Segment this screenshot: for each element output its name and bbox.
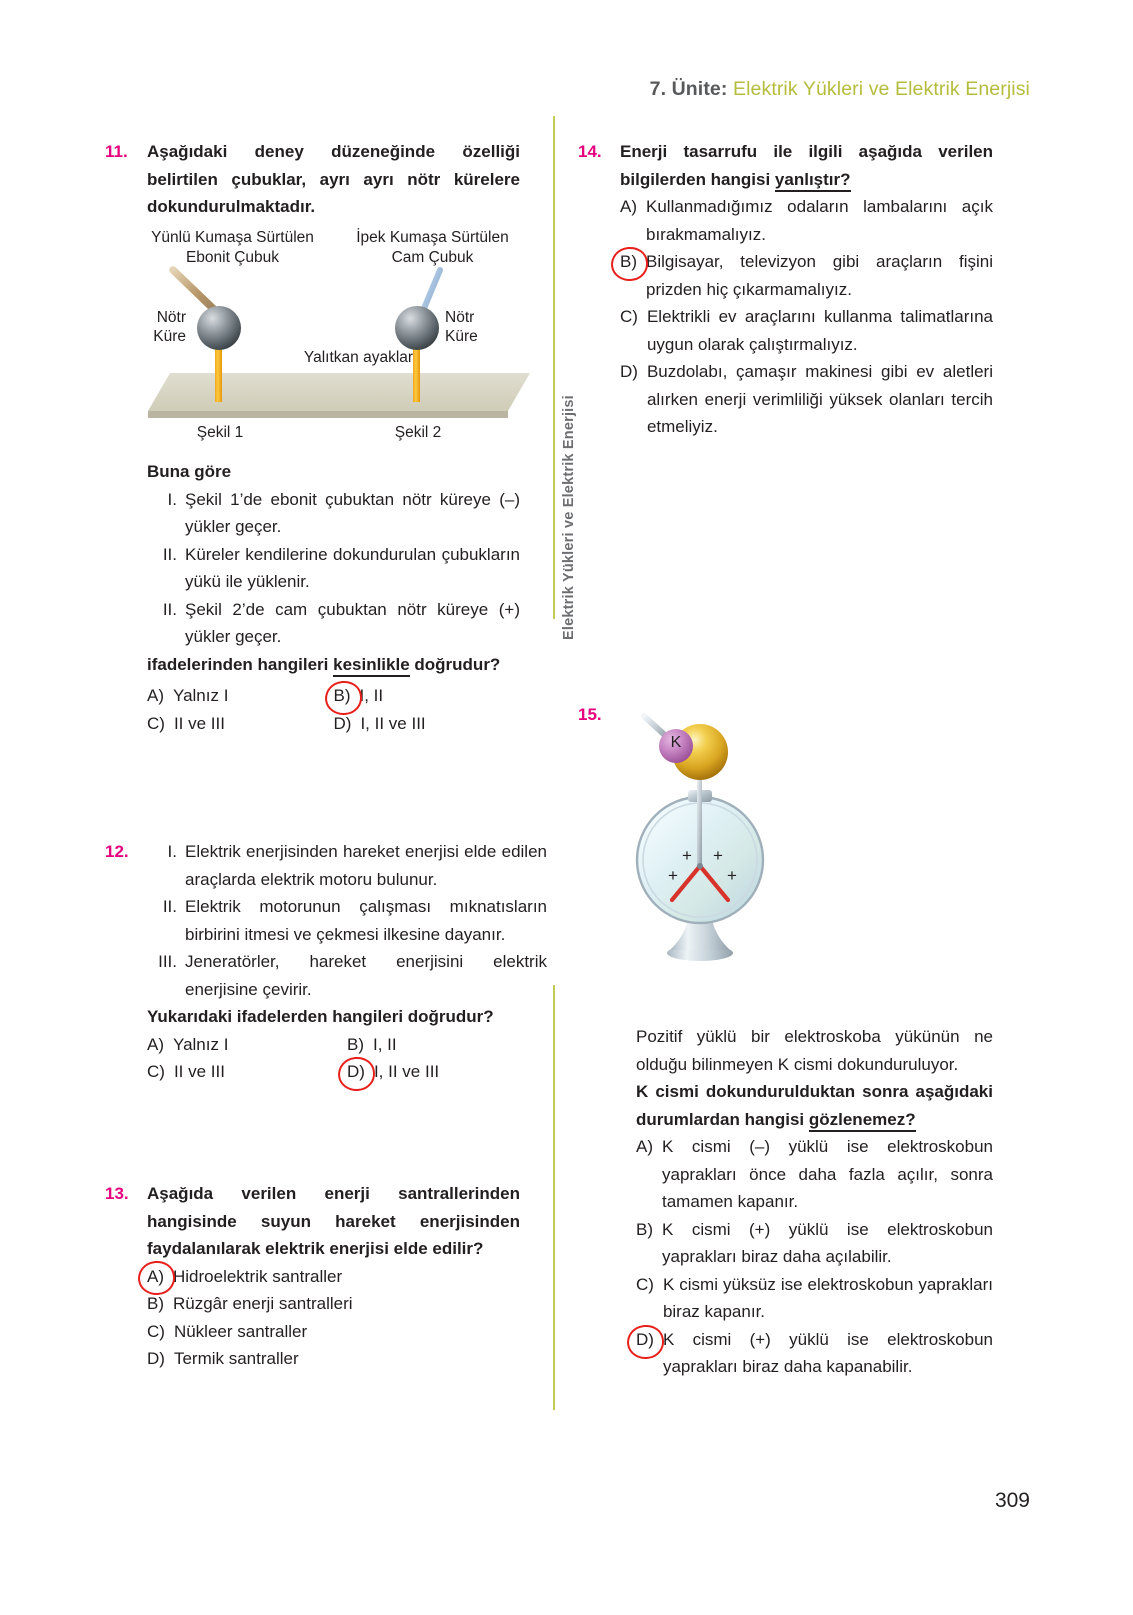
sphere-left-label-line1: Nötr bbox=[156, 309, 186, 326]
option-b[interactable] bbox=[347, 1031, 547, 1059]
option-d[interactable] bbox=[334, 710, 521, 738]
option-d-text: Termik santraller bbox=[173, 1349, 299, 1369]
k-object-label: K bbox=[670, 734, 682, 751]
option-c-label: C) bbox=[620, 307, 638, 327]
electroscope-leaf-pivot bbox=[697, 863, 703, 869]
figure-caption-left: Şekil 1 bbox=[196, 424, 244, 441]
question-11-ask-suffix: doğrudur? bbox=[409, 654, 501, 674]
question-15-options bbox=[636, 1133, 993, 1381]
statement-label: I. bbox=[167, 489, 177, 509]
charge-plus-2: + bbox=[713, 846, 723, 865]
option-d-text: I, II ve III bbox=[360, 713, 426, 733]
figure-caption-right: Şekil 2 bbox=[394, 424, 442, 441]
option-row bbox=[147, 682, 520, 710]
sphere-right-label-line2: Küre bbox=[445, 328, 478, 346]
question-14-heading bbox=[578, 138, 993, 193]
option-d[interactable] bbox=[147, 1345, 520, 1373]
option-c[interactable] bbox=[636, 1271, 993, 1326]
side-unit-label: Elektrik Yükleri ve Elektrik Enerjisi bbox=[561, 395, 577, 640]
statement-row bbox=[147, 486, 520, 541]
statement-text: Şekil 1’de ebonit çubuktan nötr küreye (–) yükler geçer. bbox=[185, 489, 520, 537]
question-12-heading bbox=[105, 838, 547, 1086]
charge-plus-4: + bbox=[727, 866, 737, 885]
question-12-statements bbox=[147, 838, 547, 1003]
option-b-text: K cismi (+) yüklü ise elektroskobun yaprakları biraz daha açılabilir. bbox=[662, 1219, 993, 1267]
option-b-text: Rüzgâr enerji santralleri bbox=[173, 1294, 353, 1314]
figure-label-right-line2: Cam Çubuk bbox=[391, 249, 474, 267]
statement-text: Küreler kendilerine dokundurulan çubukların yükü ile yüklenir. bbox=[185, 544, 520, 592]
option-c[interactable] bbox=[620, 303, 993, 358]
statement-row bbox=[147, 948, 547, 1003]
unit-title: Elektrik Yükleri ve Elektrik Enerjisi bbox=[732, 78, 1030, 100]
statement-label: III. bbox=[158, 952, 177, 972]
charge-plus-3: + bbox=[668, 866, 678, 885]
statement-row bbox=[147, 596, 520, 651]
option-b-text: I, II bbox=[373, 1034, 397, 1054]
option-row bbox=[147, 710, 520, 738]
option-d-label: D) bbox=[636, 1326, 663, 1354]
statement-label: I. bbox=[167, 842, 177, 861]
question-12-ask: Yukarıdaki ifadelerden hangileri doğrudur? bbox=[147, 1007, 494, 1027]
figure-label-left bbox=[140, 228, 325, 268]
option-d-label: D) bbox=[333, 713, 352, 733]
option-a-label: A) bbox=[636, 1137, 653, 1157]
figure-label-left-line2: Ebonit Çubuk bbox=[185, 249, 280, 267]
question-11-body bbox=[105, 458, 520, 737]
option-d[interactable] bbox=[636, 1326, 993, 1381]
question-11-heading bbox=[105, 138, 520, 221]
option-a-text: Yalnız I bbox=[173, 1034, 229, 1054]
question-15-intro: Pozitif yüklü bir elektroskoba yükünün ne olduğu bilinmeyen K cismi dokunduruluyor. bbox=[636, 1027, 993, 1074]
unit-number: 7. Ünite: bbox=[649, 78, 728, 100]
option-a[interactable] bbox=[620, 193, 993, 248]
option-a-text: Kullanmadığımız odaların lambalarını açık bırakmamalıyız. bbox=[646, 197, 993, 244]
option-c-label: C) bbox=[147, 713, 165, 733]
option-a-label: A) bbox=[147, 1034, 164, 1054]
option-d-text: K cismi (+) yüklü ise elektroskobun yaprakları biraz daha kapanabilir. bbox=[662, 1329, 993, 1377]
question-11-leadin: Buna göre bbox=[147, 462, 232, 481]
option-b-text: I, II bbox=[359, 686, 384, 706]
question-11-options bbox=[147, 682, 520, 737]
insulating-feet-label: Yalıtkan ayaklar bbox=[303, 349, 414, 366]
column-divider-bottom bbox=[553, 985, 555, 1410]
neutral-sphere-left bbox=[197, 306, 241, 350]
statement-row bbox=[147, 541, 520, 596]
option-a[interactable] bbox=[147, 1031, 347, 1059]
option-c-text: II ve III bbox=[173, 713, 225, 733]
figure-label-right-line1: İpek Kumaşa Sürtülen bbox=[356, 229, 509, 246]
option-a-label: A) bbox=[620, 197, 637, 217]
question-14 bbox=[578, 138, 993, 441]
page-number: 309 bbox=[994, 1489, 1030, 1512]
option-b-label: B) bbox=[620, 248, 646, 276]
option-c[interactable] bbox=[147, 1318, 520, 1346]
option-d[interactable] bbox=[620, 358, 993, 441]
option-b[interactable] bbox=[636, 1216, 993, 1271]
electroscope-illustration bbox=[600, 700, 800, 970]
statement-label: II. bbox=[162, 544, 177, 564]
option-b-label: B) bbox=[147, 1294, 164, 1314]
option-a-text: Hidroelektrik santraller bbox=[173, 1266, 343, 1286]
statement-text: Jeneratörler, hareket enerjisini elektrik enerjisine çevirir. bbox=[185, 952, 547, 999]
statement-label: II. bbox=[162, 599, 177, 619]
question-11-figure bbox=[140, 228, 530, 443]
question-15-number: 15. bbox=[578, 705, 602, 724]
figure-label-right bbox=[340, 228, 525, 268]
statement-label: II. bbox=[162, 897, 177, 917]
option-c-text: Nükleer santraller bbox=[173, 1321, 308, 1341]
option-b[interactable] bbox=[147, 1290, 520, 1318]
option-d-text: I, II ve III bbox=[373, 1062, 440, 1082]
question-15-figure bbox=[600, 700, 800, 970]
sphere-left-label-line2: Küre bbox=[153, 328, 186, 346]
statement-text: Elektrik enerjisinden hareket enerjisi elde edilen araçlarda elektrik motoru bulunur. bbox=[185, 842, 547, 889]
option-c[interactable] bbox=[147, 1058, 347, 1086]
option-a-label: A) bbox=[147, 1263, 173, 1291]
question-14-options bbox=[620, 193, 993, 441]
option-c-text: K cismi yüksüz ise elektroskobun yaprakları biraz kapanır. bbox=[662, 1274, 993, 1322]
question-13-options bbox=[147, 1263, 520, 1373]
option-row bbox=[147, 1031, 547, 1059]
question-12 bbox=[105, 838, 547, 1086]
option-a[interactable] bbox=[147, 682, 334, 710]
question-13-number: 13. bbox=[105, 1184, 129, 1203]
option-a[interactable] bbox=[147, 1263, 520, 1291]
option-a[interactable] bbox=[636, 1133, 993, 1216]
question-14-stem bbox=[620, 138, 993, 193]
insulating-platform-edge bbox=[148, 411, 508, 418]
option-a-text: Yalnız I bbox=[173, 686, 229, 706]
option-d-label: D) bbox=[347, 1058, 374, 1086]
neutral-sphere-right-label bbox=[445, 308, 505, 347]
option-c-label: C) bbox=[147, 1062, 165, 1082]
option-d[interactable] bbox=[347, 1058, 547, 1086]
question-14-number: 14. bbox=[578, 142, 602, 161]
question-13-stem: Aşağıda verilen enerji santrallerinden hangisinde suyun hareket enerjisinden faydalanılarak elektrik enerjisi elde edilir? bbox=[147, 1184, 520, 1259]
question-11 bbox=[105, 138, 520, 221]
neutral-sphere-left-label bbox=[138, 308, 186, 347]
neutral-sphere-right bbox=[395, 306, 439, 350]
option-c-text: Elektrikli ev araçlarını kullanma talimatlarına uygun olarak çalıştırmalıyız. bbox=[646, 307, 993, 354]
question-12-number: 12. bbox=[105, 842, 129, 861]
column-divider-top bbox=[553, 116, 555, 619]
option-d-label: D) bbox=[620, 362, 638, 382]
question-15-ask-underlined: gözlenemez? bbox=[809, 1110, 916, 1132]
option-d-label: D) bbox=[147, 1349, 165, 1369]
figure-label-left-line1: Yünlü Kumaşa Sürtülen bbox=[151, 229, 314, 246]
question-15-body bbox=[636, 1023, 993, 1381]
option-d-text: Buzdolabı, çamaşır makinesi gibi ev aletleri alırken enerji verimliliği yüksek olanları tercih etmeliyiz. bbox=[646, 362, 993, 437]
question-11-ask bbox=[147, 651, 520, 679]
page-header bbox=[650, 78, 1030, 101]
option-c-label: C) bbox=[636, 1274, 654, 1294]
option-c[interactable] bbox=[147, 710, 334, 738]
option-b[interactable] bbox=[620, 248, 993, 303]
option-a-label: A) bbox=[147, 686, 164, 706]
question-15-ask-prefix: K cismi dokundurulduktan sonra aşağıdaki durumlardan hangisi bbox=[636, 1082, 993, 1129]
question-11-stem: Aşağıdaki deney düzeneğinde özelliği belirtilen çubuklar, ayrı ayrı nötr kürelere dokundurulmaktadır. bbox=[147, 142, 520, 217]
statement-text: Şekil 2’de cam çubuktan nötr küreye (+) yükler geçer. bbox=[185, 599, 520, 647]
sphere-right-label-line1: Nötr bbox=[445, 309, 475, 326]
question-11-ask-underlined: kesinlikle bbox=[333, 655, 410, 677]
question-12-options bbox=[147, 1031, 547, 1086]
statement-row bbox=[147, 893, 547, 948]
question-15-ask bbox=[636, 1078, 993, 1133]
option-c-label: C) bbox=[147, 1321, 165, 1341]
statement-row bbox=[147, 838, 547, 893]
insulating-platform-top bbox=[148, 373, 530, 411]
question-11-statements bbox=[147, 486, 520, 651]
statement-text: Elektrik motorunun çalışması mıknatısların birbirini itmesi ve çekmesi ilkesine dayanır. bbox=[185, 897, 547, 944]
question-14-stem-underlined: yanlıştır? bbox=[775, 170, 851, 192]
question-14-stem-prefix: Enerji tasarrufu ile ilgili aşağıda verilen bilgilerden hangisi bbox=[620, 142, 993, 189]
question-11-ask-prefix: ifadelerinden hangileri bbox=[147, 654, 334, 674]
option-b-label: B) bbox=[636, 1219, 653, 1239]
question-13 bbox=[105, 1180, 520, 1373]
option-row bbox=[147, 1058, 547, 1086]
option-b-label: B) bbox=[347, 1034, 364, 1054]
question-13-heading bbox=[105, 1180, 520, 1263]
option-b[interactable] bbox=[334, 682, 521, 710]
option-b-label: B) bbox=[334, 682, 360, 710]
charge-plus-1: + bbox=[682, 846, 692, 865]
question-11-number: 11. bbox=[105, 142, 128, 161]
option-a-text: K cismi (–) yüklü ise elektroskobun yaprakları önce daha fazla açılır, sonra tamamen kapanır. bbox=[662, 1137, 993, 1212]
option-c-text: II ve III bbox=[173, 1062, 225, 1082]
option-b-text: Bilgisayar, televizyon gibi araçların fişini prizden hiç çıkarmamalıyız. bbox=[646, 252, 993, 299]
